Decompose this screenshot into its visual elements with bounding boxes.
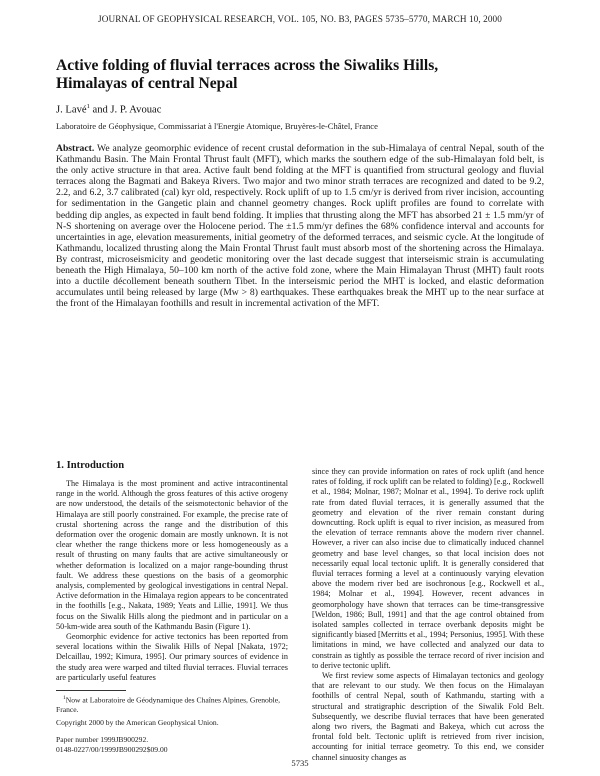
footnote-mark: 1 [63,695,66,701]
abstract-label: Abstract. [56,143,95,154]
author-1: J. Lavé [56,104,87,116]
author-1-footnote-mark: 1 [86,103,90,110]
footnote-text: Now at Laboratoire de Géodynamique des Chaînes Alpines, Grenoble, France. [56,695,281,714]
paragraph: Geomorphic evidence for active tectonics has been reported from several locations within the Siwalik Hills of Nepal [Nakata, 1972; Delcaillau, 1992; Kimura, 1995]. Our primary sources of evidence in the study area were warped and tilted fluvial terraces. Fluvial terraces are particularly useful features [56,632,288,682]
left-column [56,460,288,683]
abstract-text: We analyze geomorphic evidence of recent crustal deformation in the sub-Himalaya of central Nepal, south of the Kathmandu Basin. The Main Frontal Thrust fault (MFT), which marks the southern edge of the sub-Himalayan fold belt, is the only active structure in that area. Active fault bend folding at the MFT is quantified from structural geology and fluvial terraces along the Bagmati and Bakeya Rivers. Two major and two minor strath terraces are recognized and dated to be 9.2, 2.2, and 6.2, 3.7 calibrated (cal) kyr old, respectively. Rock uplift of up to 1.5 cm/yr is derived from river incision, accounting for sedimentation in the Gangetic plain and channel geometry changes. Rock uplift profiles are found to correlate with bedding dip angles, as expected in fault bend folding. It implies that thrusting along the MFT has absorbed 21 ± 1.5 mm/yr of N-S shortening on average over the Holocene period. The ±1.5 mm/yr defines the 68% confidence interval and accounts for uncertainties in age, elevation measurements, initial geometry of the deformed terraces, and seismic cycle. At the longitude of Kathmandu, localized thrusting along the Main Frontal Thrust fault must absorb most of the shortening across the Himalaya. By contrast, microseismicity and geodetic monitoring over the last decade suggest that interseismic strain is accumulating beneath the High Himalaya, 50–100 km north of the active fold zone, where the Main Himalayan Thrust (MHT) fault roots into a ductile décollement beneath southern Tibet. In the interseismic period the MHT is locked, and elastic deformation accumulates until being released by large (Mw > 8) earthquakes. These earthquakes break the MHT up to the near surface at the front of the Himalayan foothills and result in incremental activation of the MFT. [56,143,544,310]
paper-number: Paper number 1999JB900292. [56,735,149,744]
title-line-1: Active folding of fluvial terraces across the Siwaliks Hills, [56,57,439,74]
section-heading: 1. Introduction [56,460,125,471]
journal-header: JOURNAL OF GEOPHYSICAL RESEARCH, VOL. 105, NO. B3, PAGES 5735–5770, MARCH 10, 2000 [98,14,502,24]
affiliation: Laboratoire de Géophysique, Commissariat à l'Energie Atomique, Bruyères-le-Châtel, France [56,121,378,131]
footnote-rule [56,690,126,691]
issn-code: 0148-0227/00/1999JB900292$09.00 [56,745,168,754]
copyright-notice: Copyright 2000 by the American Geophysical Union. [56,718,219,727]
abstract [56,143,544,309]
paragraph: since they can provide information on rates of rock uplift (and hence rates of folding, if rock uplift can be related to folding) [e.g., Rockwell et al., 1984; Molnar, 1987; Molnar et al., 1994]. To derive rock uplift rate from dated fluvial terraces, it is generally assumed that the geometry and elevation of the river remain constant during downcutting. Rock uplift is equal to river incision, as measured from the elevation of terrace remnants above the modern river channel. However, a river can also incise due to climatically induced channel geometry and base level changes, so that local incision does not necessarily equal local tectonic uplift. It is generally considered that fluvial terraces forming a level at a continuously varying elevation above the modern river bed are isochronous [e.g., Rockwell et al., 1984; Molnar et al., 1994]. However, recent advances in geomorphology have shown that terraces can be time-transgressive [Weldon, 1986; Bull, 1991] and that the age control obtained from isolated samples collected in terrace overbank deposits might be significantly biased [Merritts et al., 1994; Personius, 1995]. With these limitations in mind, we have collected and analyzed our data to constrain as tightly as possible the terrace record of river incision and to derive tectonic uplift. [312,467,544,670]
footnote [56,694,288,714]
paragraph: We first review some aspects of Himalayan tectonics and geology that are relevant to our study. We then focus on the Himalayan foothills of central Nepal, south of Kathmandu, starting with a structural and stratigraphic description of the Siwalik Fold Belt. Subsequently, we describe fluvial terraces that have been generated along two rivers, the Bagmati and Bakeya, which cut across the frontal fold belt. Tectonic uplift is retrieved from river incision, accounting for initial terrace geometry. To this end, we consider channel sinuosity changes as [312,671,544,762]
authors [56,103,161,116]
article-title [56,57,556,93]
right-column [312,467,544,763]
paragraph: The Himalaya is the most prominent and active intracontinental range in the world. Although the gross features of this active orogeny are now understood, the details of the seismotectonic behavior of the Himalaya are still poorly constrained. For example, the precise rate of crustal shortening across the range and the distribution of this deformation over the orogenic domain are mostly unknown. It is not clear whether the range thickens more or less homogeneously as a result of thrusting on many faults that are active simultaneously or whether deformation is localized on a major range-bounding thrust fault. We address these questions on the basis of a geomorphic analysis, complemented by geological investigations in central Nepal. Active deformation in the Himalaya region appears to be concentrated in the foothills [e.g., Nakata, 1989; Yeats and Lillie, 1991]. We thus focus on the Siwalik Hills along the piedmont and in particular on a 50-km-wide area south of the Kathmandu Basin (Figure 1). [56,479,288,631]
page-number: 5735 [291,758,309,768]
author-2: and J. P. Avouac [89,104,162,116]
title-line-2: Himalayas of central Nepal [56,75,238,92]
